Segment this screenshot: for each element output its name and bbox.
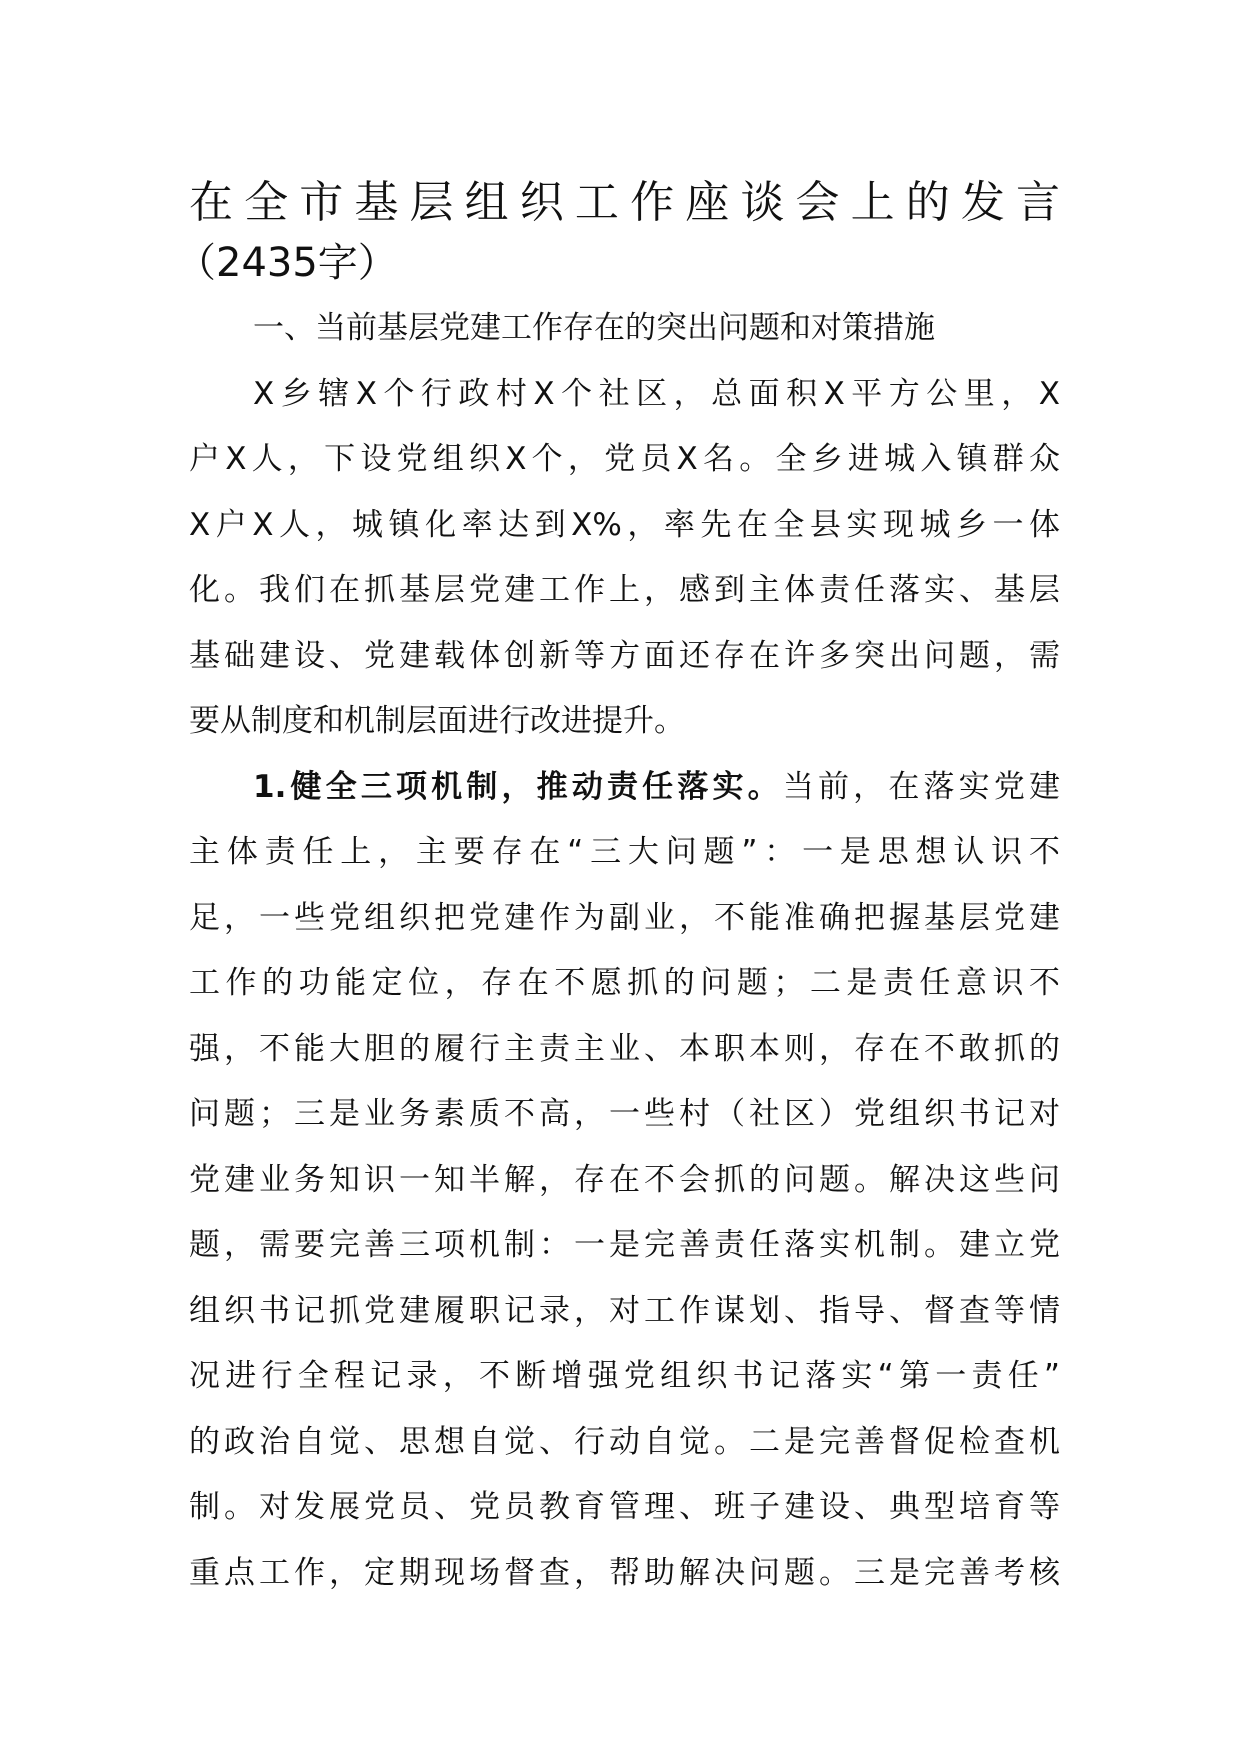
- document-body: [189, 296, 1060, 1606]
- paragraph-line: 工作的功能定位，存在不愿抓的问题；二是责任意识不: [189, 965, 1060, 1001]
- paragraph-line: 问题；三是业务素质不高，一些村（社区）党组织书记对: [189, 1096, 1060, 1132]
- paragraph-line: 化。我们在抓基层党建工作上，感到主体责任落实、基层: [189, 572, 1060, 608]
- paragraph-line: 重点工作，定期现场督查，帮助解决问题。三是完善考核: [189, 1554, 1060, 1591]
- paragraph-line: X户X人，城镇化率达到X%，率先在全县实现城乡一体: [189, 506, 1060, 543]
- section-heading: 一、当前基层党建工作存在的突出问题和对策措施: [253, 310, 935, 346]
- paragraph-line: [189, 755, 1060, 821]
- paragraph-line: 户X人，下设党组织X个，党员X名。全乡进城入镇群众: [189, 441, 1060, 477]
- paragraph-line: 强，不能大胆的履行主责主业、本职本则，存在不敢抓的: [189, 1030, 1060, 1067]
- paragraph-line: 制。对发展党员、党员教育管理、班子建设、典型培育等: [189, 1489, 1060, 1525]
- paragraph-line: X乡辖X个行政村X个社区，总面积X平方公里，X: [253, 375, 1060, 412]
- bold-subheading: 1.健全三项机制，推动责任落实。: [253, 768, 783, 805]
- paragraph-line: 况进行全程记录，不断增强党组织书记落实“第一责任”: [189, 1358, 1060, 1394]
- paragraph-text: 当前，在落实党建: [782, 768, 1060, 805]
- word-count: （2435字）: [176, 240, 398, 286]
- paragraph-line: 要从制度和机制层面进行改进提升。: [189, 703, 685, 739]
- paragraph-line: 足，一些党组织把党建作为副业，不能准确把握基层党建: [189, 899, 1060, 936]
- paragraph-line: 主体责任上，主要存在“三大问题”：一是思想认识不: [189, 834, 1060, 870]
- paragraph-line: 题，需要完善三项机制：一是完善责任落实机制。建立党: [189, 1227, 1060, 1263]
- document-title: 在全市基层组织工作座谈会上的发言: [189, 177, 1060, 228]
- paragraph-line: 基础建设、党建载体创新等方面还存在许多突出问题，需: [189, 637, 1060, 674]
- paragraph-line: 的政治自觉、思想自觉、行动自觉。二是完善督促检查机: [189, 1423, 1060, 1460]
- paragraph-line: 党建业务知识一知半解，存在不会抓的问题。解决这些问: [189, 1161, 1060, 1198]
- paragraph-line: 组织书记抓党建履职记录，对工作谋划、指导、督查等情: [189, 1292, 1060, 1329]
